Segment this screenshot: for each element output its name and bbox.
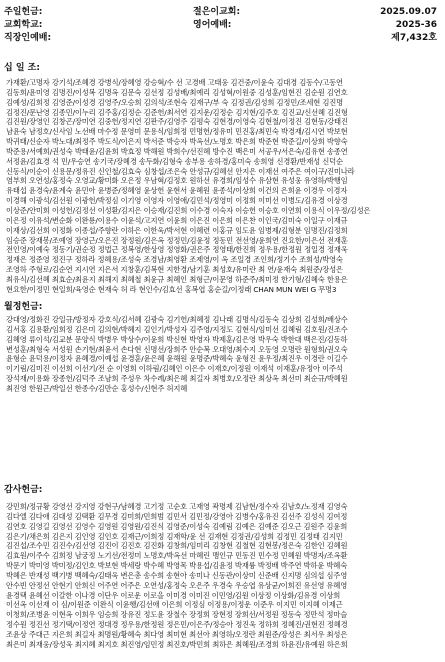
bulletin-week-number: 2025-36 [395,20,437,30]
name-list-line: 박준용/서예희/권성숙 박태윤/김윤희 박효정 박해원 박희수/선진혜 방수진 백은미 서공우/서은숙/김유현 송종연 [6,146,348,156]
name-list-line: 남윤숙 남정호/신사임 노선배 마수정 문영미 문용식/임희정 민명헌/정유미 민진홍/최민숙 박경재/김시연 박보현 [6,127,348,137]
name-list-line: 김정진/문난영 김종민/이누리 김주홍/김정순 김준헌/최서연 김지운/김정순 김지현/김주호 김진교/신선혜 김진형 [6,107,348,117]
header-row [0,6,445,19]
youth-church-label: 절은이교회: [193,7,241,17]
name-list-line: 이재상/김선희 이정화 이종섭/주향란 이하은 이한욱/박서현 이혜련 이홍규 임도윤 임병제/김형분 임명진/김정희 [6,225,348,235]
name-list-line: 김은기/채은희 김은지 김인영 김인호 김재근/이희정 김재학/윤 선 김재현 김정권/김성희 김정민 김정태 김지민 [6,531,343,541]
name-list-line: 염부희 오연성/홍정숙 오영교/황미화 오은정 우남혁/김정호 원하선 유경희/임성수 유삼현 유성웅 유영하/박행임 [6,176,348,186]
name-list-line: 장석재/이용화 장종헌/김덕주 조남희 주성우 차수례/최은혜 최길자 최병호/오정란 최상옥 최선미 최순규/박혜원 [6,374,348,384]
name-list-line: 윤형순 윤덕용/이정자 윤혜경/이예섭 윤경훈/윤은혜 윤해원 윤명준/박혜숙 윤형진 윤우정/최진우 이경란 이길수 [6,354,348,364]
name-list-line: 조윤상 주대근 지은희 최길자 최명원/황혜숙 최다영 최미현 최선아 최영하/오정란 최원준/장성은 최서우 최성은 [6,629,348,639]
thanks-offering-section-title: 감사헌금: [4,485,43,495]
name-list-line: 김효원/이주수 김희정 남궁정 노기선/전정미 노명호/박옥선 마혜린 맹인규 민동진 민수정 민혜원 박명자/조옥환 [6,551,348,561]
name-list-line: 이상준/안미희 이성헌/김정선 이성환/김지은 이승재/김진희 이수경 이숙자 이승헌 이승호 이연희 이용식 이우정/김성은 [6,205,371,215]
english-service-label: 영어예배: [193,20,232,30]
name-list-line: 유태섭 윤경숙/윤계숙 윤민아 윤병준/정혜영 윤상헌 윤현서 윤혜원 윤종석/이상희 이건의 은희윤 이경우 이경자 [6,186,348,196]
name-list-line: 정재은 정준영 정진구 정하라 정혜용/조성숙 조경남/최영환 조제영/이 옥 조일경 조인희/정기수 조희성/박영숙 [6,255,343,265]
thanks-offering-name-list [6,502,441,650]
name-list-line: 이청희/조병윤 이현옥 이희우 임승희 장유진 정도윤 장철수 장정희 장현정 장희선/서정원 정동숙 정만석 정마슬 [6,610,348,620]
name-list-line: 서정윤/김효경 석 민/우승연 송기국/장혜경 송두화/김형숙 송부용 송하경/홍미숙 송희영 신경환/반재성 신덕순 [6,156,343,166]
name-list-line: 이경해 이광석/김선원 이광헌/박정심 이기영 이영자 이영애/김민석/정영미 이정희 이미선 이병도/김유경 이상경 [6,196,348,206]
name-list-line: 이선옥 이선재 이 심/이원준 이완식 이윤행/김선애 이은희 이정심 이정용/이정운 이준우 이지민 이지혜 이제근 [6,600,343,610]
name-list-line: 강대영/정화진 강일규/방정자 강호식/김서혜 김광숙 김기헌/최혜정 김나래 김명식/김동숙 김상희 김성희/배상수 [6,315,348,324]
name-list-line: 최유식/김선혜 최효순/최윤지 최해지 최혜철 최윤규 최혜인 최형근/이문영 하준주/최미정 한기형/김혜숙 한용은 [6,274,348,284]
name-list-line: 신동식/이순이 신용문/정유진 신인철/김효숙 심창섭/조은숙 안성규/김혜선 안지은 이재선 여주은 여이구/진미나라 [6,166,355,176]
tithe-name-list [6,78,441,295]
tithe-section-title: 십 일 조: [4,63,40,73]
name-list-line: 전인영/이예숙 정동기/권순정 정법근 정복영/한상영 정영화/권은주 정영태/한진희 정우용/한정원 정일경 정재욱 [6,245,348,255]
workers-service-label: 직장인예배: [4,33,52,43]
name-list-line: 김진섭/조수민 김진수/김선영 김진이 김진호 김진화 김창희/임미리 김창현 김철현 김현봉/정은숙 김한인 김혜원 [6,541,348,551]
name-list-line: 김혜영 류이석/김교분 문양식 박병우 박상수/이윤희 박신현 박영자 박제훈/김은영 박우숙 박한대 백은진/김동하 [6,334,348,344]
church-school-label: 교회학교: [4,20,43,30]
name-list-line: 가재환/고명자 강기석/조혜경 강병식/장혜영 강승혁/수 선 고경배 고태웅 김건중/이윤숙 김대경 김동수/고동연 [6,78,343,87]
name-list-line: 김예성/김희정 김영준/이성경 김영주/오승희 김의석/조현숙 김재구/부 숙 김정권/김성희 김정민/조세현 김진명 [6,97,344,107]
monthly-offering-section-title: 월정헌금: [4,302,43,312]
name-list-line: 강민희/정규황 강영선 강지영 강현구/남혜경 고기정 고순호 고재영 곽명제 김남현/정수자 김남호/노정재 김영숙 [6,502,348,511]
header-row [0,32,445,45]
name-list-line: 정수원 정진선 정기택/이정연 정대경 정우용/한정원 정은민/이은주/정승아 정진욱 정하희 정혜진/권현진 정혜경 [6,620,348,630]
name-list-line: 최진영 한원근/박일선 한종수/김만순 홍성수/신현주 허지혜 [6,383,188,393]
bulletin-date: 2025.09.07 [380,7,437,17]
name-list-line: 안수빈 안정선 안현기 안희신 어주연 어주은 오연성/홍정숙 오은주 우경숙 우승엽 유상균/이희진 유선영 유혜영 [6,580,348,590]
name-list-line: 현요한/이정민 현일희/육영순 현재숙 허 라 현인수/김효선 홍복엽 홍순길/이정래 CHAN MUN WEI G 무명3 [6,284,337,294]
name-list-line: 김다엘 김다애 김대성 김택환 김무경 김미희/민희범 김민서 김민정/강영아 김병수/홍유진 김선주 김성식 김여정 [6,511,348,521]
sunday-offering-label: 주일헌금: [4,7,43,17]
name-list-line: 변성훈/최형숙 서성원 손기현/최윤서 손다현 신명선/장희주 안순복 오대영/최수지 오동영 오명란 원형희/권오숙 [6,344,348,354]
name-list-line: 김진원/장영인 김창곤/장미연 김중헌/정지연 김판주/김영주 김평숙 김현경/이영숙 김현철/이정진 김현동/강태진 [6,117,348,127]
header-row [0,19,445,32]
bulletin-issue-number: 제7,432호 [391,33,437,43]
name-list-line: 김연호 김영길 김영선 김영수 김영원 김영원/김진식 김영준/이성숙 김예림 김예은 김예준 김오근 김원주 김윤희 [6,521,348,531]
name-list-line: 윤경택 윤혜선 이갈한 이나경 이단우 이로운 이로을 이미경 이미진 이민영/김원 이상정 이상화/김유경 이상희 [6,590,341,600]
name-list-line: 박귀태/신순자 박노대/최정주 박도식/이은지 박서준 박승자 박옥선/노명호 박은희 박준현 박준길/이상희 박향숙 [6,137,348,147]
name-list-line: 김서홍 김용환/임희정 김은미 김의현/박혜지 김인기/박성자 김주영/지정도 김현식/임미선 김혜림 김호원/진조수 [6,324,348,334]
name-list-line: 조영하 주형로/김순연 지시연 지은서 지창훈/김복현 지한경/남기훈 최성호/유미란 최 연/윤재숙 최원준/장성은 [6,265,343,275]
name-list-line: 이기림/김미진 이선희 이선기/전 순 이영희 이하림/김혜인 이은수 이재호/이정원 이재석 이재훈/유정아 이주석 [6,364,343,374]
name-list-line: 박혜은 반재성 백기병 백혜숙/김태욱 변은총 송수희 송현아 송미나 신동관/이상미 신준배 신지명 심의섭 심주영 [6,570,348,580]
name-list-line: 최은미 최재웅/장성욱 최지혜 최지호 최진영/임민정 최진호/박민희 최하은 최혜원/조경희 하윤진/유예원 하은희 [6,639,348,649]
name-list-line: 임승준 장재봉/조예영 장영근/오은진 장정원/김은옥 정정민/김윤정 정동민 전선영/윤희연 진요한/이은선 전재훈 [6,235,348,245]
name-list-line: 박문기 박미영 박미정/김인호 박보현 박세랑 박수혜 박영목 박용섭/김윤정 박재륭 박정배 박주연 박하윤 박혜숙 [6,561,348,571]
name-list-line: 이은정 이유석/변순화 이완룡/이용수 이윤석/고지연 이윤희 이은진 이은희 이은찬 이인국/김미숙 이일구 이재규 [6,215,348,225]
bulletin-header [0,0,445,58]
monthly-offering-name-list [6,315,441,394]
name-list-line: 김동희/윤미영 김명진/이성복 김명옥 김문숙 김선정 김성배/최예리 김성혁/이원중 김성훈/임현진 김순원 김연호 [6,87,348,97]
